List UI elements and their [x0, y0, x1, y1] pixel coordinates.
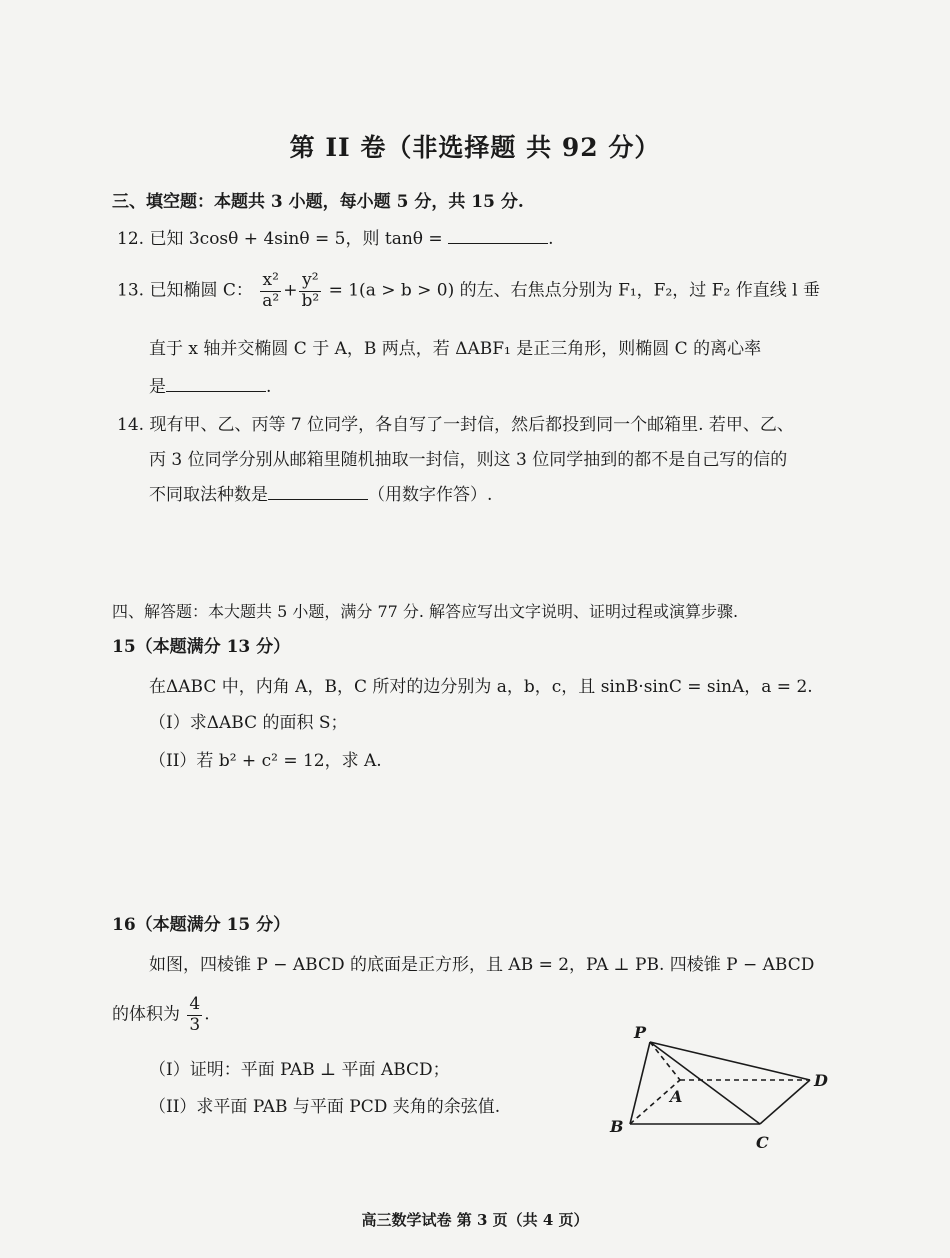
edge-PD [650, 1042, 810, 1080]
q16-volume-fraction [187, 995, 202, 1035]
label-B: B [610, 1117, 624, 1136]
frac-x-denominator: a² [262, 290, 280, 311]
q13-fraction-x [260, 271, 281, 311]
q13-pre: 已知椭圆 C： [149, 280, 253, 301]
q12-text: 已知 3cosθ + 4sinθ = 5，则 tanθ = [149, 229, 443, 249]
q14-line1: 现有甲、乙、丙等 7 位同学，各自写了一封信，然后都投到同一个邮箱里. 若甲、乙、 [149, 415, 794, 435]
q15-part2: （II）若 b² + c² = 12，求 A. [149, 751, 382, 771]
edge-PB [630, 1042, 650, 1124]
q13-post: = 1(a > b > 0) 的左、右焦点分别为 F₁，F₂，过 F₂ 作直线 l 垂 [328, 280, 820, 301]
q16-line2 [112, 995, 210, 1035]
q16-part2: （II）求平面 PAB 与平面 PCD 夹角的余弦值. [149, 1097, 501, 1117]
q13-line2: 直于 x 轴并交椭圆 C 于 A，B 两点，若 ΔABF₁ 是正三角形，则椭圆 C 的离心率 [149, 339, 762, 359]
volume-numerator: 4 [189, 994, 201, 1014]
question-14-line1 [117, 415, 794, 435]
q15-heading: 15（本题满分 13 分） [112, 637, 291, 657]
q16-heading: 16（本题满分 15 分） [112, 915, 291, 935]
q13-number: 13. [117, 280, 145, 301]
page-title: 第 II 卷（非选择题 共 92 分） [289, 133, 661, 162]
question-13-line1 [117, 271, 820, 311]
q14-line3-post: （用数字作答）. [368, 485, 493, 505]
q16-part1: （I）证明：平面 PAB ⊥ 平面 ABCD； [149, 1060, 450, 1080]
frac-y-numerator: y² [299, 271, 321, 292]
q14-line2: 丙 3 位同学分别从邮箱里随机抽取一封信，则这 3 位同学抽到的都不是自己写的信的 [149, 450, 788, 470]
q16-line1: 如图，四棱锥 P − ABCD 的底面是正方形，且 AB = 2，PA ⊥ PB. 四棱锥 P − ABCD [149, 955, 815, 975]
question-14-line3 [149, 485, 492, 505]
q13-answer-blank [166, 377, 266, 392]
q14-line3-pre: 不同取法种数是 [149, 485, 268, 505]
q14-number: 14. [117, 415, 145, 435]
page-footer: 高三数学试卷 第 3 页（共 4 页） [361, 1211, 589, 1229]
label-C: C [756, 1133, 769, 1152]
q13-end: . [266, 377, 272, 397]
q13-line3-pre: 是 [149, 377, 166, 397]
label-A: A [670, 1087, 683, 1106]
frac-x-numerator: x² [260, 271, 281, 292]
q13-fraction-y [299, 271, 321, 311]
q12-answer-blank [448, 229, 548, 244]
label-P: P [634, 1023, 647, 1042]
section4-header: 四、解答题：本大题共 5 小题，满分 77 分. 解答应写出文字说明、证明过程或演算步骤. [112, 602, 739, 621]
q12-end: . [548, 229, 554, 249]
q12-number: 12. [117, 229, 145, 249]
q16-line2-end: . [204, 1004, 210, 1025]
edge-CD [760, 1080, 810, 1124]
volume-denominator: 3 [189, 1014, 201, 1035]
label-D: D [814, 1071, 828, 1090]
question-12 [117, 229, 553, 249]
section3-header: 三、填空题：本题共 3 小题，每小题 5 分，共 15 分. [112, 192, 524, 212]
q15-part1: （I）求ΔABC 的面积 S； [149, 713, 348, 733]
pyramid-figure [600, 1016, 840, 1156]
q14-answer-blank [268, 485, 368, 500]
q13-plus: + [283, 280, 298, 301]
q15-line1: 在ΔABC 中，内角 A，B，C 所对的边分别为 a，b，c，且 sinB·sinC = sinA，a = 2. [149, 677, 813, 697]
q16-line2-pre: 的体积为 [112, 1004, 180, 1025]
question-13-line3 [149, 377, 271, 397]
frac-y-denominator: b² [301, 290, 320, 311]
